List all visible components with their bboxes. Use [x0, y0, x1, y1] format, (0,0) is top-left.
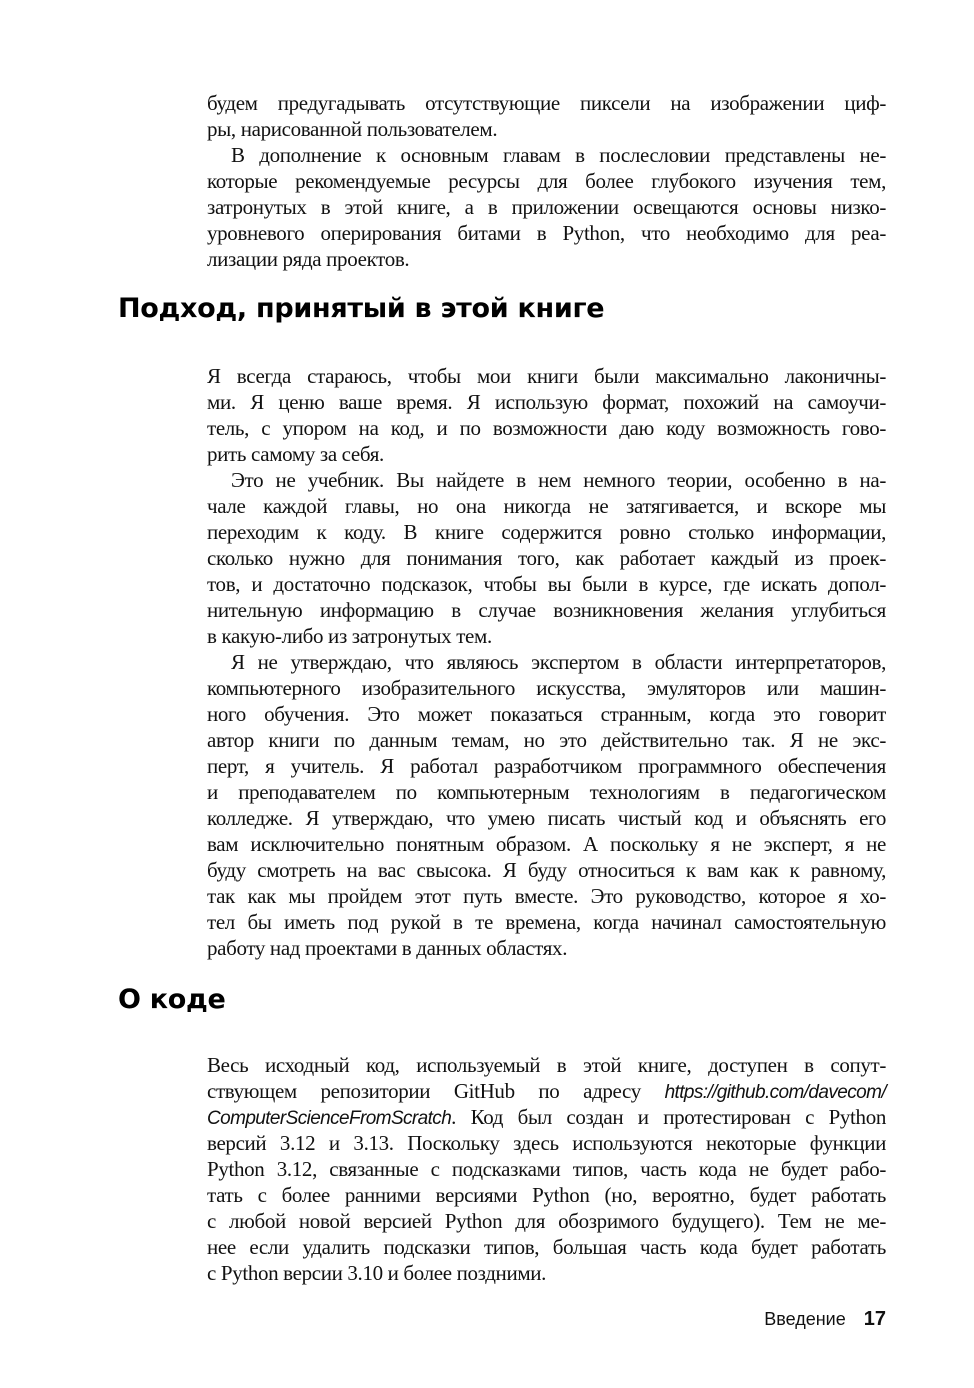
- text-line: автор книги по данным темам, но это действительно так. Я не экс-: [207, 728, 886, 752]
- text-line: Это не учебник. Вы найдете в нем немного теории, особенно в на-: [231, 468, 886, 492]
- approach-paragraph-3: [207, 649, 886, 961]
- text-line: Весь исходный код, используемый в этой книге, доступен в сопут-: [207, 1053, 886, 1077]
- page-number: 17: [863, 1308, 886, 1330]
- text-line: лизации ряда проектов.: [207, 247, 410, 271]
- text-line: вам исключительно понятным образом. А поскольку я не эксперт, я не: [207, 832, 886, 856]
- repository-url-link-continued[interactable]: ComputerScienceFromScratch: [207, 1108, 452, 1129]
- text-line: ного обучения. Это может показаться странным, когда это говорит: [207, 702, 886, 726]
- text-line: перт, я учитель. Я работал разработчиком программного обеспечения: [207, 754, 886, 778]
- text-line: В дополнение к основным главам в послесловии представлены не-: [231, 143, 886, 167]
- text-line: версий 3.12 и 3.13. Поскольку здесь используются некоторые функции: [207, 1131, 886, 1155]
- text-line: в какую-либо из затронутых тем.: [207, 624, 492, 648]
- text-line: Python 3.12, связанные с подсказками типов, часть кода не будет рабо-: [207, 1157, 886, 1181]
- text-line: тел бы иметь под рукой в те времена, когда начинал самостоятельную: [207, 910, 886, 934]
- text-line: сколько нужно для понимания того, как работает каждый из проек-: [207, 546, 886, 570]
- text-line: тов, и достаточно подсказок, чтобы вы были в курсе, где искать допол-: [207, 572, 886, 596]
- text-line: которые рекомендуемые ресурсы для более глубокого изучения тем,: [207, 169, 886, 193]
- text-line: колледже. Я утверждаю, что умею писать чистый код и объяснять его: [207, 806, 886, 830]
- text-line: затронутых в этой книге, а в приложении освещаются основы низко-: [207, 195, 886, 219]
- text-line: Я всегда стараюсь, чтобы мои книги были максимально лаконичны-: [207, 364, 886, 388]
- approach-paragraph-1: [207, 363, 886, 467]
- text-line: компьютерного изобразительного искусства, эмуляторов или машин-: [207, 676, 886, 700]
- text-line: ры, нарисованной пользователем.: [207, 117, 498, 141]
- text-line: [207, 1078, 886, 1104]
- text-line: чале каждой главы, но она никогда не затягивается, и вскоре мы: [207, 494, 886, 518]
- text-line: нее если удалить подсказки типов, большая часть кода будет работать: [207, 1235, 886, 1259]
- text-line: [207, 1104, 886, 1130]
- running-section-title: Введение: [764, 1309, 846, 1329]
- text-line: нительную информацию в случае возникновения желания углубиться: [207, 598, 886, 622]
- text-line: уровневого оперирования битами в Python, что необходимо для реа-: [207, 221, 886, 245]
- text-line: и преподавателем по компьютерным технологиям в педагогическом: [207, 780, 886, 804]
- text-fragment: ствующем репозитории GitHub по адресу: [207, 1079, 641, 1103]
- text-line: с Python версии 3.10 и более поздними.: [207, 1261, 547, 1285]
- intro-paragraph-2: [207, 142, 886, 272]
- section-heading-approach: Подход, принятый в этой книге: [118, 293, 605, 324]
- text-line: ми. Я ценю ваше время. Я использую формат, похожий на самоучи-: [207, 390, 886, 414]
- text-line: работу над проектами в данных областях.: [207, 936, 568, 960]
- approach-paragraph-2: [207, 467, 886, 649]
- text-line: переходим к коду. В книге содержится ровно столько информации,: [207, 520, 886, 544]
- text-line: тель, с упором на код, и по возможности даю коду возможность гово-: [207, 416, 886, 440]
- text-line: с любой новой версией Python для обозримого будущего). Тем не ме-: [207, 1209, 886, 1233]
- code-paragraph: [207, 1052, 886, 1286]
- text-line: будем предугадывать отсутствующие пиксели на изображении циф-: [207, 91, 886, 115]
- text-line: так как мы пройдем этот путь вместе. Это руководство, которое я хо-: [207, 884, 886, 908]
- text-line: рить самому за себя.: [207, 442, 384, 466]
- text-line: Я не утверждаю, что являюсь экспертом в области интерпретаторов,: [231, 650, 886, 674]
- intro-paragraph-1: [207, 90, 886, 142]
- section-heading-code: О коде: [118, 984, 226, 1015]
- text-line: тать с более ранними версиями Python (но, вероятно, будет работать: [207, 1183, 886, 1207]
- repository-url-link[interactable]: https://github.com/davecom/: [664, 1082, 886, 1103]
- text-fragment: . Код был создан и протестирован с Python: [451, 1105, 886, 1129]
- page-footer: [764, 1308, 886, 1331]
- text-line: буду смотреть на вас свысока. Я буду относиться к вам как к равному,: [207, 858, 886, 882]
